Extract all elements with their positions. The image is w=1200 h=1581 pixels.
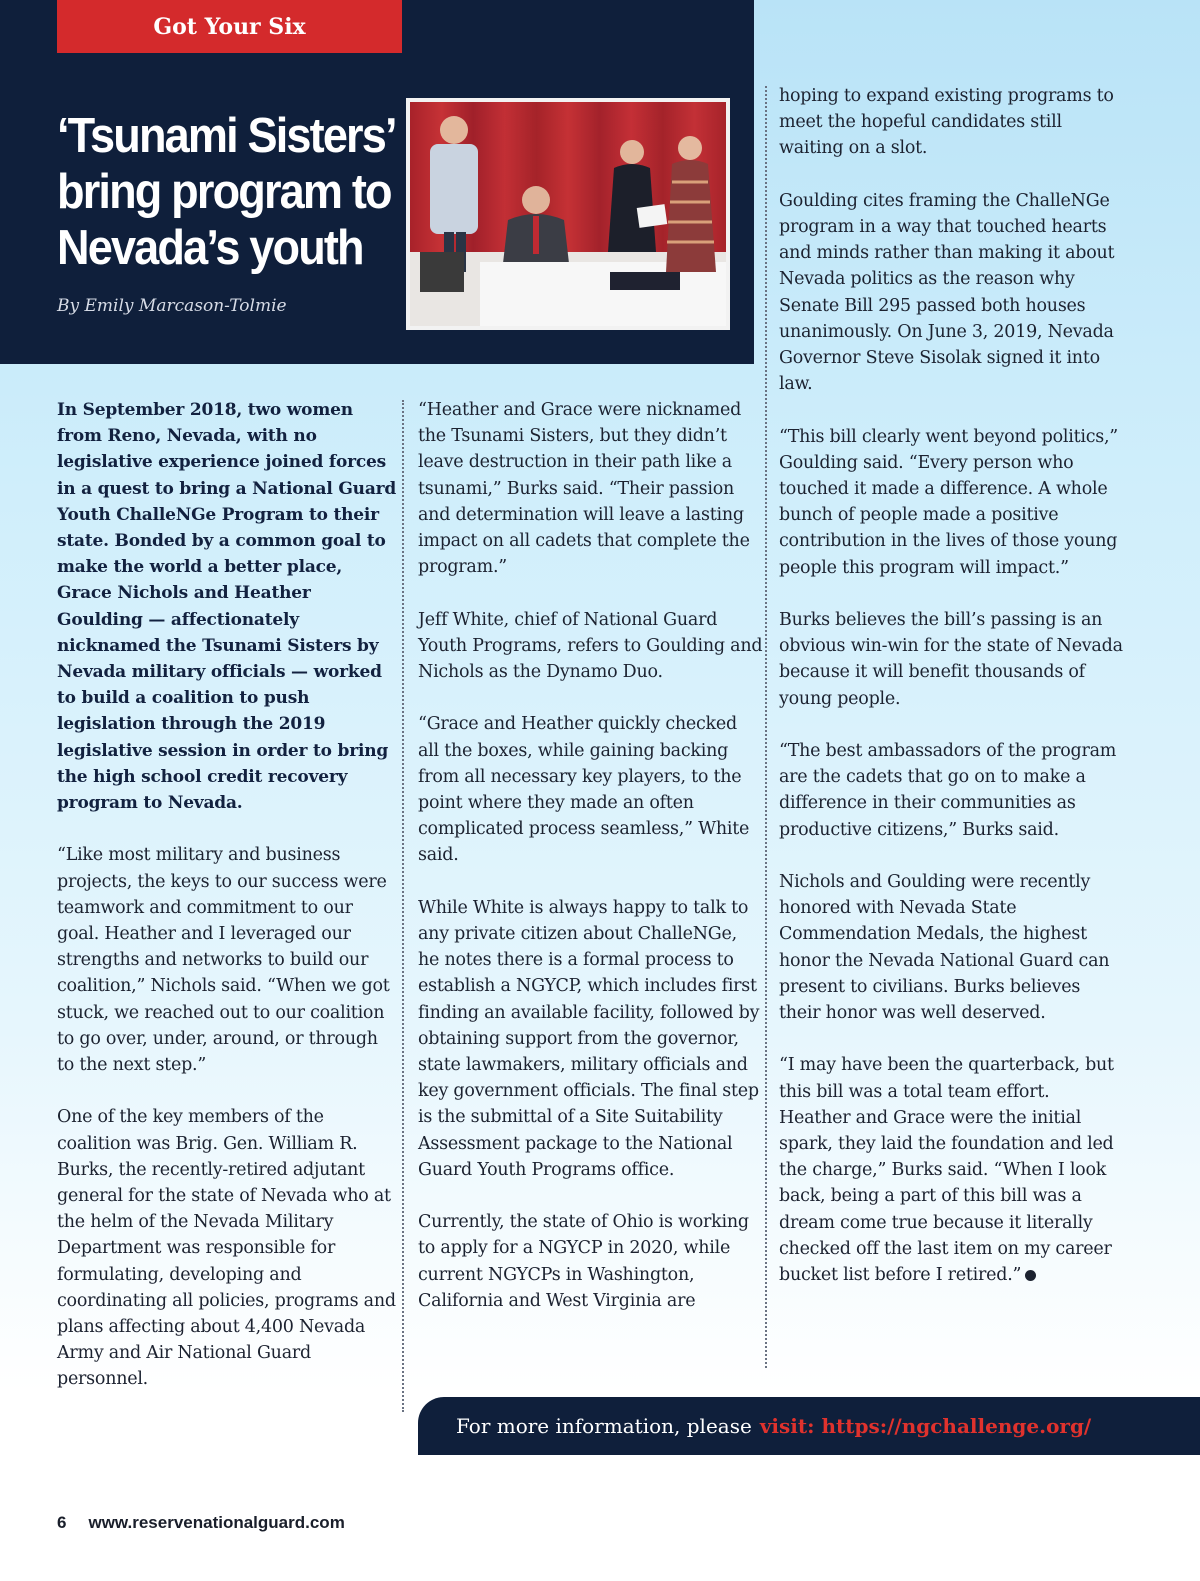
- end-mark-icon: [1025, 1270, 1036, 1281]
- article-column-2: [418, 397, 763, 1314]
- group-photo-icon: [406, 98, 730, 330]
- photo-illustration: [410, 102, 726, 326]
- closing-paragraph: [779, 1052, 1124, 1288]
- section-tag: Got Your Six: [57, 0, 402, 53]
- body-paragraph: “This bill clearly went beyond politics,” Goulding said. “Every person who touched it made a difference. A whole bunch of people made a positive contribution in the lives of those young people this program will impact.”: [779, 426, 1119, 578]
- info-link[interactable]: visit: https://ngchallenge.org/: [759, 1414, 1092, 1438]
- body-paragraph: One of the key members of the coalition was Brig. Gen. William R. Burks, the recently-retired adjutant general for the state of Nevada who at the helm of the Nevada Military Department was responsible for formulating, developing and coordinating all policies, programs and plans affecting about 4,400 Nevada Army and Air National Guard personnel.: [57, 1107, 396, 1390]
- body-paragraph: Burks believes the bill’s passing is an obvious win-win for the state of Nevada because it will benefit thousands of young people.: [779, 610, 1123, 709]
- headline-line-1: ‘Tsunami Sisters’: [57, 109, 396, 163]
- headline-line-3: Nevada’s youth: [57, 221, 363, 275]
- body-paragraph: hoping to expand existing programs to meet the hopeful candidates still waiting on a slot.: [779, 86, 1114, 159]
- body-paragraph: “Grace and Heather quickly checked all the boxes, while gaining backing from all necessary key players, to the point where they made an often complicated process seamless,” White said.: [418, 714, 750, 866]
- column-divider-2: [765, 86, 767, 1368]
- body-paragraph: “Like most military and business projects, the keys to our success were teamwork and commitment to our goal. Heather and I leveraged our strengths and networks to build our coalition,” Nichols said. “When we got stuck, we reached out to our coalition to go over, under, around, or through to the next step.”: [57, 845, 390, 1076]
- info-text: For more information, please: [456, 1414, 752, 1438]
- body-paragraph: Currently, the state of Ohio is working to apply for a NGYCP in 2020, while current NGYCPs in Washington, California and West Virginia are: [418, 1212, 749, 1311]
- body-paragraph: Goulding cites framing the ChalleNGe program in a way that touched hearts and minds rather than making it about Nevada politics as the reason why Senate Bill 295 passed both houses unanimously. On June 3, 2019, Nevada Governor Steve Sisolak signed it into law.: [779, 190, 1115, 395]
- byline: By Emily Marcason-Tolmie: [57, 296, 287, 316]
- lede-paragraph: In September 2018, two women from Reno, Nevada, with no legislative experience joined forces in a quest to bring a National Guard Youth ChalleNGe Program to their state. Bonded by a common goal to make the world a better place, Grace Nichols and Heather Goulding — affectionately nicknamed the Tsunami Sisters by Nevada military officials — worked to build a coalition to push legislation through the 2019 legislative session in order to bring the high school credit recovery program to Nevada.: [57, 400, 397, 814]
- headline-line-2: bring program to: [57, 165, 391, 219]
- closing-text: “I may have been the quarterback, but this bill was a total team effort. Heather and Grace were the initial spark, they laid the foundation and led the charge,” Burks said. “When I look back, being a part of this bill was a dream come true because it literally checked off the last item on my career bucket list before I retired.”: [779, 1055, 1114, 1286]
- column-divider-1: [402, 400, 404, 1412]
- body-paragraph: “The best ambassadors of the program are the cadets that go on to make a difference in their communities as productive citizens,” Burks said.: [779, 741, 1117, 840]
- page-number: 6: [57, 1513, 67, 1532]
- body-paragraph: “Heather and Grace were nicknamed the Tsunami Sisters, but they didn’t leave destruction in their path like a tsunami,” Burks said. “Their passion and determination will leave a lasting impact on all cadets that complete the program.”: [418, 400, 750, 578]
- footer-website-link[interactable]: www.reservenationalguard.com: [88, 1513, 345, 1532]
- page-title: [57, 108, 396, 276]
- body-paragraph: While White is always happy to talk to any private citizen about ChalleNGe, he notes there is a formal process to establish a NGYCP, which includes first finding an available facility, followed by obtaining support from the governor, state lawmakers, military officials and key government officials. The final step is the submittal of a Site Suitability Assessment package to the National Guard Youth Programs office.: [418, 897, 760, 1180]
- article-column-3: [779, 83, 1124, 1288]
- body-paragraph: Jeff White, chief of National Guard Youth Programs, refers to Goulding and Nichols as the Dynamo Duo.: [418, 609, 763, 683]
- body-paragraph: Nichols and Goulding were recently honored with Nevada State Commendation Medals, the highest honor the Nevada National Guard can present to civilians. Burks believes their honor was well deserved.: [779, 872, 1110, 1024]
- page-footer: [57, 1513, 345, 1533]
- info-bar: [418, 1397, 1200, 1455]
- article-column-1: [57, 397, 397, 1393]
